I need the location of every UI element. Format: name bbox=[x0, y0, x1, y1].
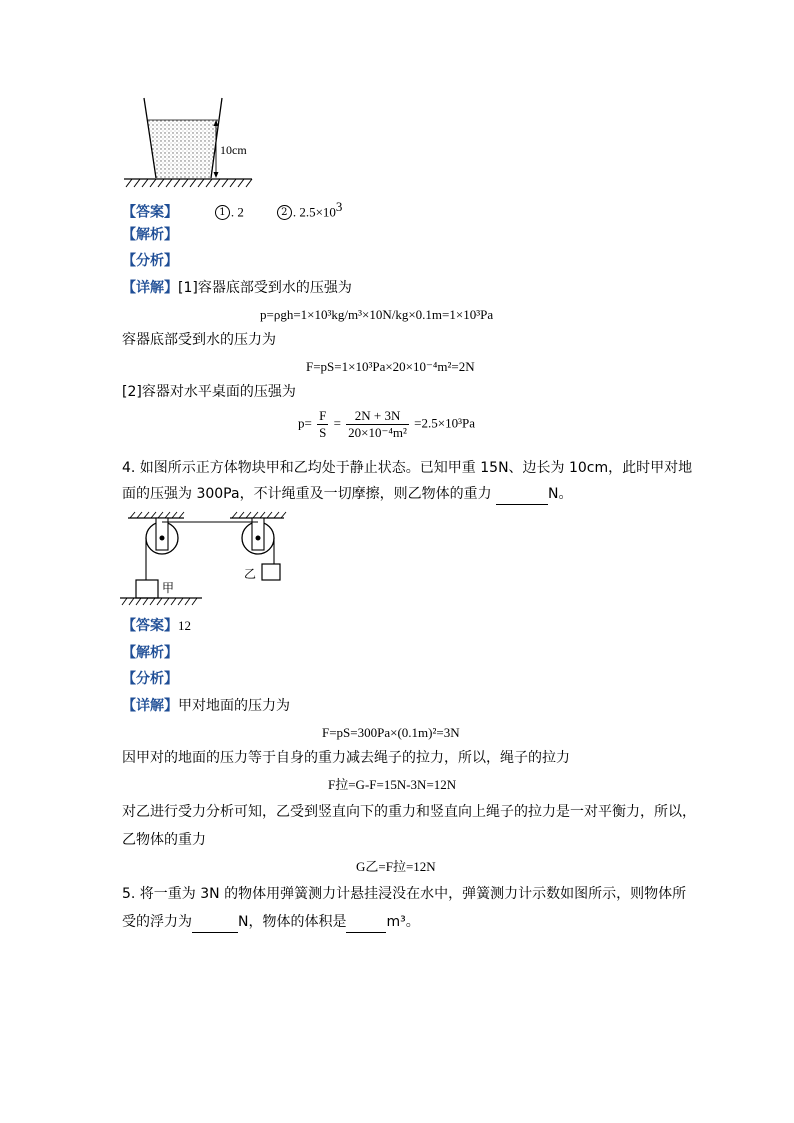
q5-buoyancy-blank[interactable] bbox=[192, 912, 238, 933]
fraction-values bbox=[346, 408, 409, 441]
height-label: 10cm bbox=[220, 143, 247, 157]
q4-formula-force: F=pS=300Pa×(0.1m)²=3N bbox=[322, 725, 460, 740]
q3-fenxi-tag: 【分析】 bbox=[122, 253, 178, 269]
ground-hatch-2 bbox=[122, 598, 197, 605]
q3-force-line: 容器底部受到水的压力为 bbox=[122, 332, 276, 348]
q4-detail-text: 甲对地面的压力为 bbox=[178, 698, 290, 714]
answer-tag: 【答案】 bbox=[122, 204, 178, 221]
q4-analysis-line: 对乙进行受力分析可知，乙受到竖直向下的重力和竖直向上绳子的拉力是一对平衡力，所以， bbox=[122, 804, 696, 820]
detail-tag: 【详解】 bbox=[122, 280, 178, 296]
q3-desk-line: [2]容器对水平桌面的压强为 bbox=[122, 384, 296, 400]
answer-1-value: . 2 bbox=[230, 204, 244, 220]
fraction-f: F bbox=[319, 408, 327, 423]
q5-volume-blank[interactable] bbox=[346, 912, 386, 933]
fraction-f-over-s bbox=[317, 408, 328, 441]
water-fill bbox=[148, 120, 218, 178]
q4-formula-tension: F拉=G-F=15N-3N=12N bbox=[328, 777, 457, 792]
q4-reason-line: 因甲对的地面的压力等于自身的重力减去绳子的拉力，所以，绳子的拉力 bbox=[122, 750, 570, 766]
ceiling-hatch-left bbox=[130, 512, 184, 518]
q3-detail-line bbox=[122, 278, 352, 298]
q4-text-line2-a: 面的压强为 300Pa，不计绳重及一切摩擦，则乙物体的重力 bbox=[122, 486, 492, 502]
pulley-left bbox=[146, 518, 178, 554]
block-yi bbox=[262, 564, 280, 580]
answer-2-value: . 2.5×10 bbox=[292, 204, 336, 220]
q4-fenxi-tag: 【分析】 bbox=[122, 671, 178, 687]
q3-formula-desk-pressure: p= $\frac{F}{S}$ = $\frac{2N + 3N}{\text{20×10⁻⁴m²}}$ =2.5×10³Pa bbox=[298, 408, 475, 440]
formula3-left: p= bbox=[298, 415, 312, 431]
q3-jiexi-tag: 【解析】 bbox=[122, 227, 178, 243]
fraction-numerator: 2N + 3N bbox=[346, 408, 409, 425]
q3-formula-pressure: p=ρgh=1×10³kg/m³×10N/kg×0.1m=1×10³Pa bbox=[260, 307, 494, 322]
block-jia-label: 甲 bbox=[162, 581, 175, 595]
q4-answer-value: 12 bbox=[178, 618, 191, 633]
answer-2-marker: 2 bbox=[277, 205, 292, 220]
q4-answer-line bbox=[122, 616, 191, 636]
q4-formula-gravity: G乙=F拉=12N bbox=[356, 859, 436, 874]
block-jia bbox=[136, 580, 158, 598]
q5-text-line2 bbox=[122, 912, 420, 933]
q4-text-line2 bbox=[122, 484, 573, 505]
q4-detail-line bbox=[122, 696, 290, 716]
pulley-right bbox=[242, 518, 274, 554]
q4-jiexi-tag: 【解析】 bbox=[122, 645, 178, 661]
q5-text-line2-a: 受的浮力为 bbox=[122, 914, 192, 930]
block-yi-label: 乙 bbox=[244, 567, 257, 581]
q4-gravity-line: 乙物体的重力 bbox=[122, 832, 206, 848]
q3-answer-line bbox=[122, 198, 342, 223]
q4-answer-tag: 【答案】 bbox=[122, 618, 178, 634]
q5-text-line1: 5. 将一重为 3N 的物体用弹簧测力计悬挂浸没在水中，弹簧测力计示数如图所示，则物体所 bbox=[122, 886, 687, 902]
ground-hatch bbox=[126, 179, 252, 187]
answer-1-marker: 1 bbox=[215, 205, 230, 220]
answer-2-exponent: 3 bbox=[335, 199, 343, 214]
arrow-down-icon bbox=[214, 172, 219, 178]
q4-text-line1: 4. 如图所示正方体物块甲和乙均处于静止状态。已知甲重 15N、边长为 10cm，此时甲对地 bbox=[122, 460, 693, 476]
container-figure bbox=[120, 96, 260, 188]
formula3-result: =2.5×10³Pa bbox=[414, 415, 475, 431]
q4-answer-blank[interactable] bbox=[496, 484, 548, 505]
fraction-s: S bbox=[319, 425, 327, 440]
fraction-denominator: 20×10⁻⁴m² bbox=[348, 425, 407, 440]
detail-text: [1]容器底部受到水的压强为 bbox=[178, 280, 352, 296]
pulley-figure bbox=[118, 510, 298, 606]
ceiling-hatch-right bbox=[232, 512, 286, 518]
q4-text-line2-b: N。 bbox=[548, 486, 573, 502]
q3-formula-force: F=pS=1×10³Pa×20×10⁻⁴m²=2N bbox=[306, 359, 475, 374]
q5-text-line2-c: m³。 bbox=[386, 914, 420, 930]
q4-detail-tag: 【详解】 bbox=[122, 698, 178, 714]
q5-text-line2-b: N，物体的体积是 bbox=[238, 914, 347, 930]
